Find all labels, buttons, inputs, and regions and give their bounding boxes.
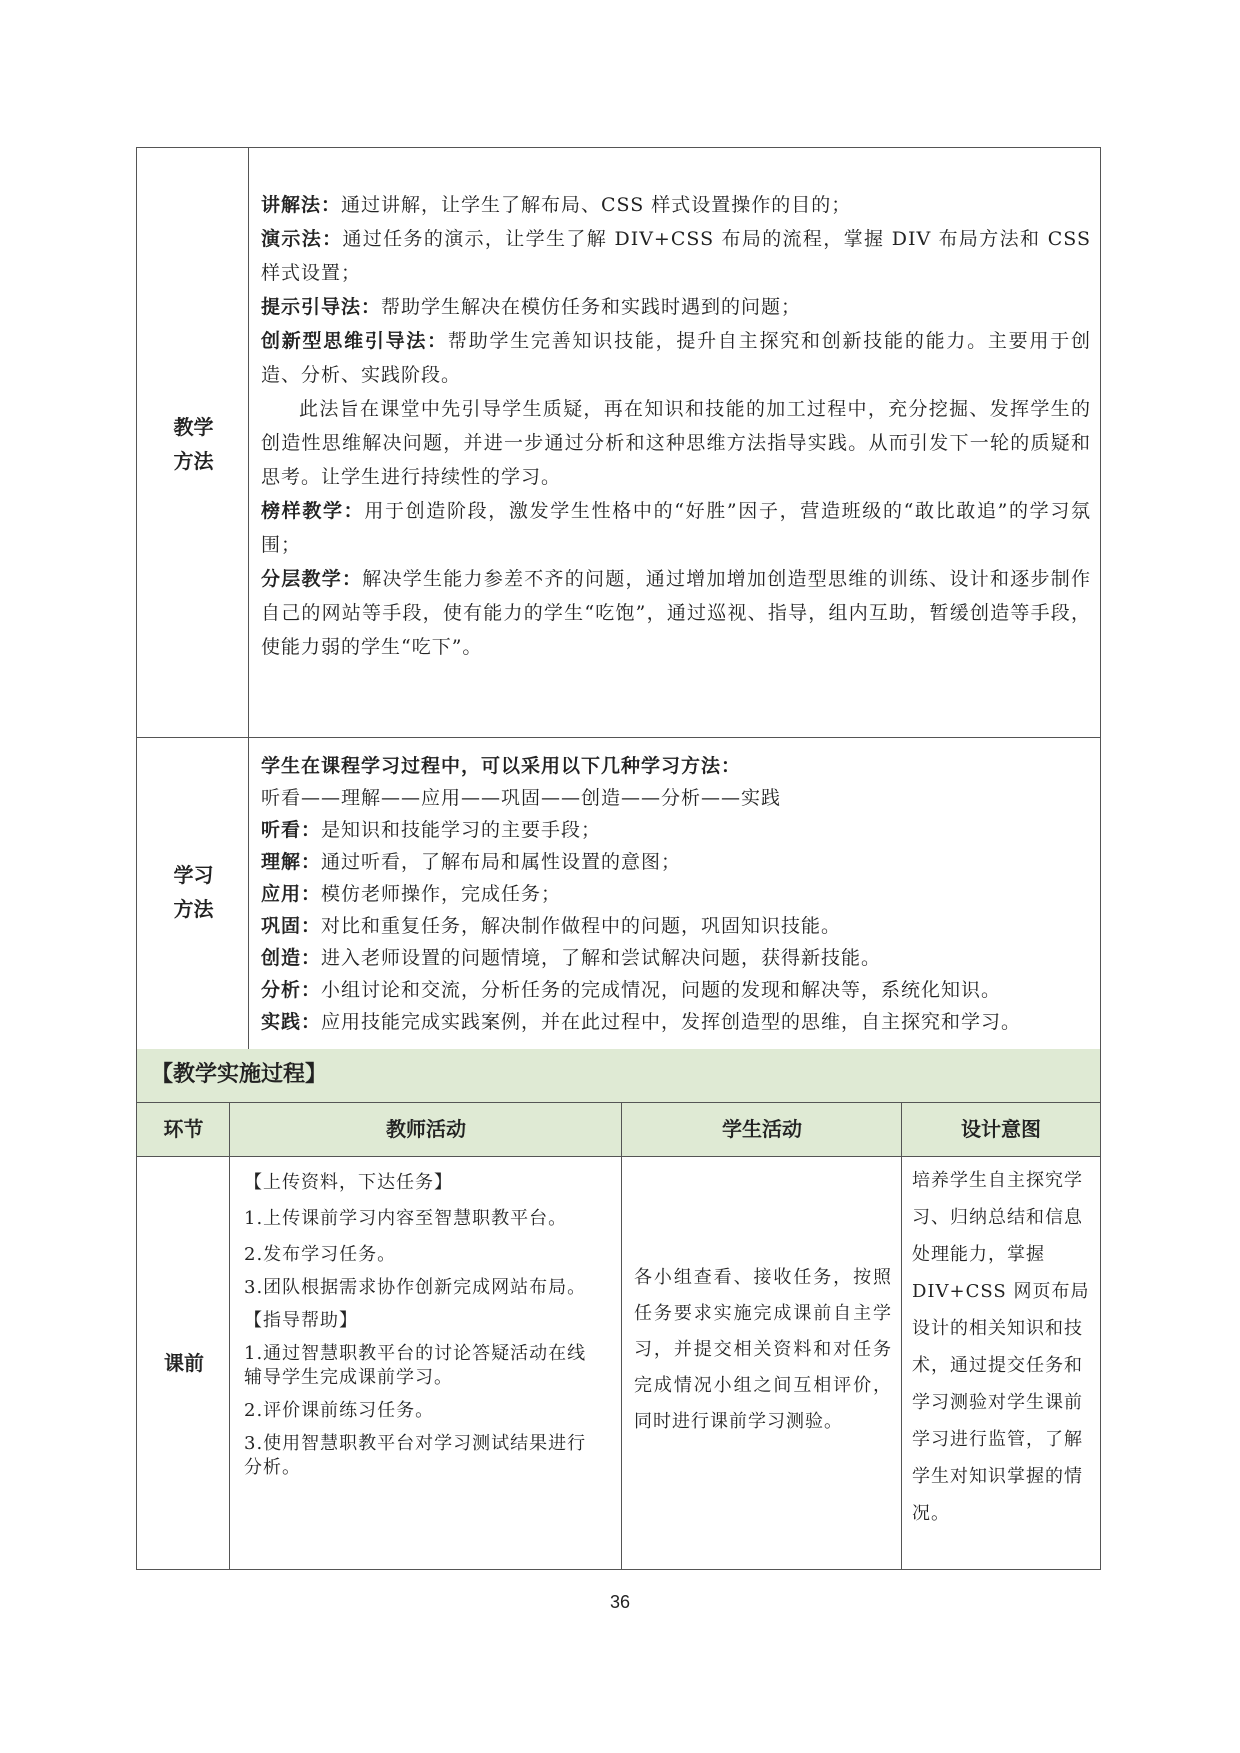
teaching-methods-label-2: 方法 [173,449,214,473]
teaching-methods-content-cell [248,147,1101,738]
learning-methods-label-1: 学习 [173,863,214,887]
teaching-item [261,222,1091,290]
learning-item-term: 理解： [261,851,322,873]
teaching-item-term: 榜样教学： [261,500,365,522]
learning-methods-label-2: 方法 [173,897,214,921]
header-stage: 环节 [136,1102,230,1157]
student-activity-text: 各小组查看、接收任务，按照任务要求实施完成课前自主学习，并提交相关资料和对任务完成情况小组之间互相评价，同时进行课前学习测验。 [634,1267,892,1432]
teacher-line: 【上传资料，下达任务】 [244,1172,453,1193]
design-intent-cell [901,1156,1101,1570]
learning-methods-content-cell [248,736,1101,1050]
teaching-item-text: 解决学生能力参差不齐的问题，通过增加增加创造型思维的训练、设计和逐步制作自己的网站等手段，使有能力的学生“吃饱”，通过巡视、指导，组内互助，暂缓创造等手段，使能力弱的学生“吃下”。 [261,568,1091,658]
stage-label: 课前 [164,1351,204,1375]
teacher-line: 1.通过智慧职教平台的讨论答疑活动在线辅导学生完成课前学习。 [244,1343,587,1388]
learning-item [261,878,1091,910]
teacher-line: 1.上传课前学习内容至智慧职教平台。 [244,1208,568,1229]
learning-item-text: 是知识和技能学习的主要手段； [321,819,602,841]
teaching-item [261,324,1091,392]
learning-item-term: 听看： [261,819,322,841]
learning-intro: 学生在课程学习过程中，可以采用以下几种学习方法： [261,755,742,777]
design-intent-text: 培养学生自主探究学习、归纳总结和信息处理能力，掌握 DIV+CSS 网页布局设计的相关知识和技术，通过提交任务和学习测验对学生课前学习进行监管，了解学生对知识掌握的情况。 [912,1170,1090,1524]
teaching-item-text: 通过任务的演示，让学生了解 DIV+CSS 布局的流程，掌握 DIV 布局方法和 CSS 样式设置； [261,228,1091,284]
page-number: 36 [609,1592,631,1612]
learning-item-text: 模仿老师操作，完成任务； [321,883,562,905]
teaching-item-text: 帮助学生解决在模仿任务和实践时遇到的问题； [381,296,802,318]
teaching-item [261,494,1091,562]
stage-cell [136,1156,230,1570]
teacher-line: 3.使用智慧职教平台对学习测试结果进行分析。 [244,1433,587,1478]
teaching-item-term: 提示引导法： [261,296,382,318]
learning-item-term: 创造： [261,947,322,969]
learning-item-term: 应用： [261,883,322,905]
teaching-item-term: 讲解法： [261,194,342,216]
learning-item-text: 应用技能完成实践案例，并在此过程中，发挥创造型的思维，自主探究和学习。 [321,1011,1022,1033]
teaching-methods-label-1: 教学 [173,415,214,439]
learning-item-text: 通过听看，了解布局和属性设置的意图； [321,851,682,873]
header-student-activity: 学生活动 [621,1102,902,1157]
teaching-item-term: 分层教学： [261,568,363,590]
learning-item [261,910,1091,942]
teaching-indent-paragraph: 此法旨在课堂中先引导学生质疑，再在知识和技能的加工过程中，充分挖掘、发挥学生的创造性思维解决问题，并进一步通过分析和这种思维方法指导实践。从而引发下一轮的质疑和思考。让学生进行持续性的学习。 [261,398,1091,488]
teaching-item [261,290,1091,324]
learning-item-text: 进入老师设置的问题情境，了解和尝试解决问题，获得新技能。 [321,947,882,969]
teaching-item [261,562,1091,664]
header-teacher-activity: 教师活动 [229,1102,622,1157]
learning-item [261,814,1091,846]
learning-item-text: 对比和重复任务，解决制作做程中的问题，巩固知识技能。 [321,915,842,937]
teaching-item-text: 通过讲解，让学生了解布局、CSS 样式设置操作的目的； [341,194,852,216]
learning-item-term: 实践： [261,1011,322,1033]
teaching-methods-label-cell [136,147,249,738]
student-activity-cell [621,1156,902,1570]
teaching-item [261,188,1091,222]
teaching-item-term: 演示法： [261,228,343,250]
teaching-item-text: 用于创造阶段，激发学生性格中的“好胜”因子，营造班级的“敢比敢追”的学习氛围； [261,500,1091,556]
teaching-item-term: 创新型思维引导法： [261,330,448,352]
teacher-line: 3.团队根据需求协作创新完成网站布局。 [244,1277,587,1298]
learning-item [261,942,1091,974]
process-section-title: 【教学实施过程】 [136,1049,1101,1103]
learning-methods-label-cell [136,736,249,1050]
learning-sequence: 听看——理解——应用——巩固——创造——分析——实践 [261,787,782,809]
header-design-intent: 设计意图 [901,1102,1101,1157]
teacher-activity-cell [229,1156,622,1570]
learning-item [261,974,1091,1006]
learning-item-text: 小组讨论和交流，分析任务的完成情况，问题的发现和解决等，系统化知识。 [321,979,1002,1001]
learning-item-term: 巩固： [261,915,322,937]
learning-item-term: 分析： [261,979,322,1001]
learning-item [261,1006,1091,1038]
learning-item [261,846,1091,878]
teacher-line: 【指导帮助】 [244,1310,358,1331]
teaching-item-text: 帮助学生完善知识技能，提升自主探究和创新技能的能力。主要用于创造、分析、实践阶段。 [261,330,1091,386]
teacher-line: 2.发布学习任务。 [244,1244,397,1265]
teacher-line: 2.评价课前练习任务。 [244,1400,435,1421]
